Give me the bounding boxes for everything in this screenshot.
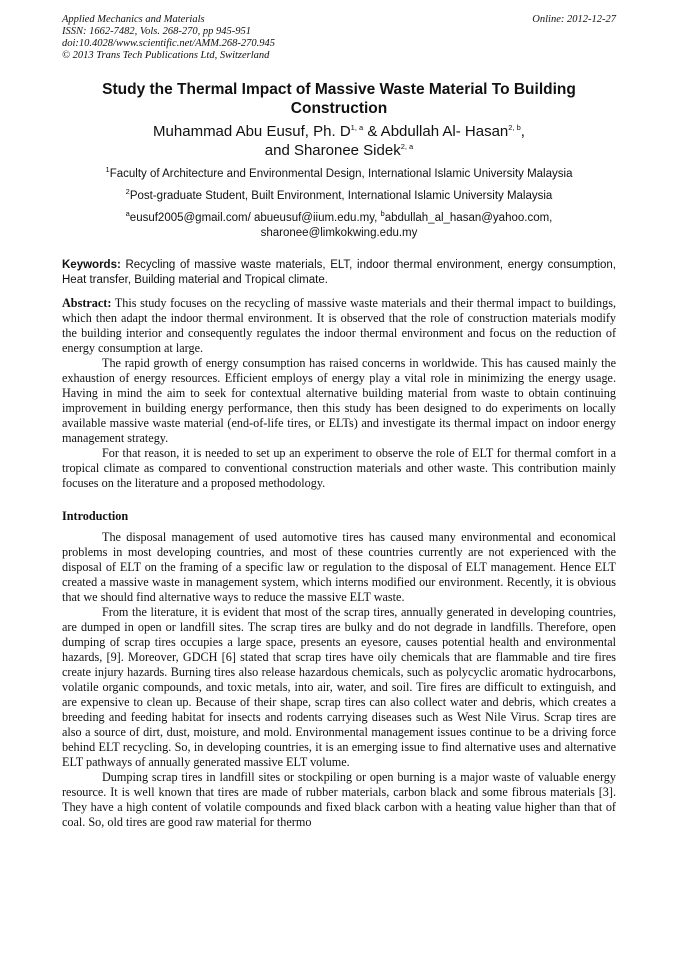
copyright-line: © 2013 Trans Tech Publications Ltd, Switzerland xyxy=(62,50,270,61)
section-heading-introduction: Introduction xyxy=(62,509,129,523)
author-3-sup: 2, a xyxy=(400,142,414,151)
abstract-paragraph-1 xyxy=(62,296,616,356)
paper-body xyxy=(62,296,616,830)
abstract-paragraph-2: The rapid growth of energy consumption has raised concerns in worldwide. This has caused mainly the exhaustion of energy resources. Efficient employs of energy play a vital role in minimizing the energy usage. Having in mind the aim to seek for contextual alternative building material from waste to obtain continuing improvement in building energy performance, then this study has been designed to do experiments on locally available massive waste material (end-of-life tires, or ELTs) and investigate its thermal impact on indoor energy management strategy. xyxy=(62,356,616,445)
paper-title: Study the Thermal Impact of Massive Waste Material To Building Construction xyxy=(102,81,576,117)
keywords-block xyxy=(62,258,616,288)
author-separator: , xyxy=(520,123,525,140)
author-2-name: & Abdullah Al- Hasan xyxy=(363,123,509,140)
affiliation-1 xyxy=(62,167,616,182)
affiliation-1-text: Faculty of Architecture and Environmental Design, International Islamic University Malaysia xyxy=(109,168,573,180)
abstract-text-1: This study focuses on the recycling of massive waste materials and their thermal impact to buildings, which then adapt the indoor thermal environment. It is observed that the role of construction materials modify the building interior and consequently regulates the indoor thermal environment and focus on the reduction of energy consumption at large. xyxy=(62,296,616,355)
author-line-2 xyxy=(62,141,616,160)
abstract-paragraph-3: For that reason, it is needed to set up an experiment to observe the role of ELT for thermal comfort in a tropical climate as compared to conventional construction materials and other waste. This contribution mainly focuses on the literature and a proposed methodology. xyxy=(62,446,616,490)
email-b: abdullah_al_hasan@yahoo.com, xyxy=(384,212,553,224)
author-1-sup: 1, a xyxy=(350,123,364,132)
online-date: Online: 2012-12-27 xyxy=(532,14,616,25)
email-a: eusuf2005@gmail.com/ abueusuf@iium.edu.my, xyxy=(129,212,381,224)
intro-paragraph-2: From the literature, it is evident that most of the scrap tires, annually generated in developing countries, are dumped in open or landfill sites. The scrap tires are bulky and do not degrade in landfills. Therefore, open dumping of scrap tires occupies a large space, presents an eyesore, causes potential health and environmental hazards, [9]. Moreover, GDCH [6] stated that scrap tires have oily chemicals that are flammable and tire fires create injury hazards. Burning tires also release hazardous chemicals, such as polycyclic aromatic hydrocarbons, volatile organic compounds, and toxic metals, into air, water, and soil. Tire fires are difficult to extinguish, and are expensive to clean up. Because of their shape, scrap tires can also collect water and debris, which creates a breeding and feeding habitat for insects and rodents carrying diseases such as West Nile Virus. Scrap tires are also a source of dirt, dust, moisture, and mold. Environmental management issues continue to be a driving force behind ELT recycling. So, in developing countries, it is an emerging issue to find alternative uses and alternative ELT pathways of annually generated massive ELT volume. xyxy=(62,605,616,769)
author-3-name: and Sharonee Sidek xyxy=(264,142,401,159)
affiliation-2-text: Post-graduate Student, Built Environment, International Islamic University Malaysia xyxy=(129,190,553,202)
email-b-sup: b xyxy=(380,209,385,219)
email-line-1 xyxy=(62,211,616,226)
author-line-1 xyxy=(62,122,616,141)
author-2-sup: 2, b xyxy=(508,123,521,132)
keywords-label: Keywords: xyxy=(62,259,121,271)
affiliation-1-sup: 1 xyxy=(105,165,110,175)
affiliation-2-sup: 2 xyxy=(125,187,130,197)
author-list xyxy=(62,122,616,160)
email-block xyxy=(62,211,616,240)
issn-line: ISSN: 1662-7482, Vols. 268-270, pp 945-951 xyxy=(62,26,251,37)
author-1-name: Muhammad Abu Eusuf, Ph. D xyxy=(153,123,351,140)
abstract-label: Abstract: xyxy=(62,296,112,310)
email-c: sharonee@limkokwing.edu.my xyxy=(260,226,418,239)
email-a-sup: a xyxy=(125,209,130,219)
doi-line: doi:10.4028/www.scientific.net/AMM.268-270.945 xyxy=(62,38,275,49)
journal-header xyxy=(62,14,616,62)
affiliation-2 xyxy=(62,189,616,204)
intro-paragraph-3: Dumping scrap tires in landfill sites or stockpiling or open burning is a major waste of valuable energy resource. It is well known that tires are made of rubber materials, carbon black and some fibrous materials [3]. They have a high content of volatile compounds and fixed black carbon with a heating value higher than that of coal. So, old tires are good raw material for thermo xyxy=(62,770,616,829)
journal-name: Applied Mechanics and Materials xyxy=(62,14,205,25)
intro-paragraph-1: The disposal management of used automotive tires has caused many environmental and economical problems in most developing countries, and most of these countries currently are not experienced with the disposal of ELT on the framing of a specific law or regulation to the disposal of ELT management. Hence ELT created a massive waste in management system, which interns modified our environment. Recently, it is obvious that we should find alternative ways to reduce the massive ELT waste. xyxy=(62,530,616,604)
keywords-text: Recycling of massive waste materials, ELT, indoor thermal environment, energy consumption, Heat transfer, Building material and Tropical climate. xyxy=(62,259,616,286)
